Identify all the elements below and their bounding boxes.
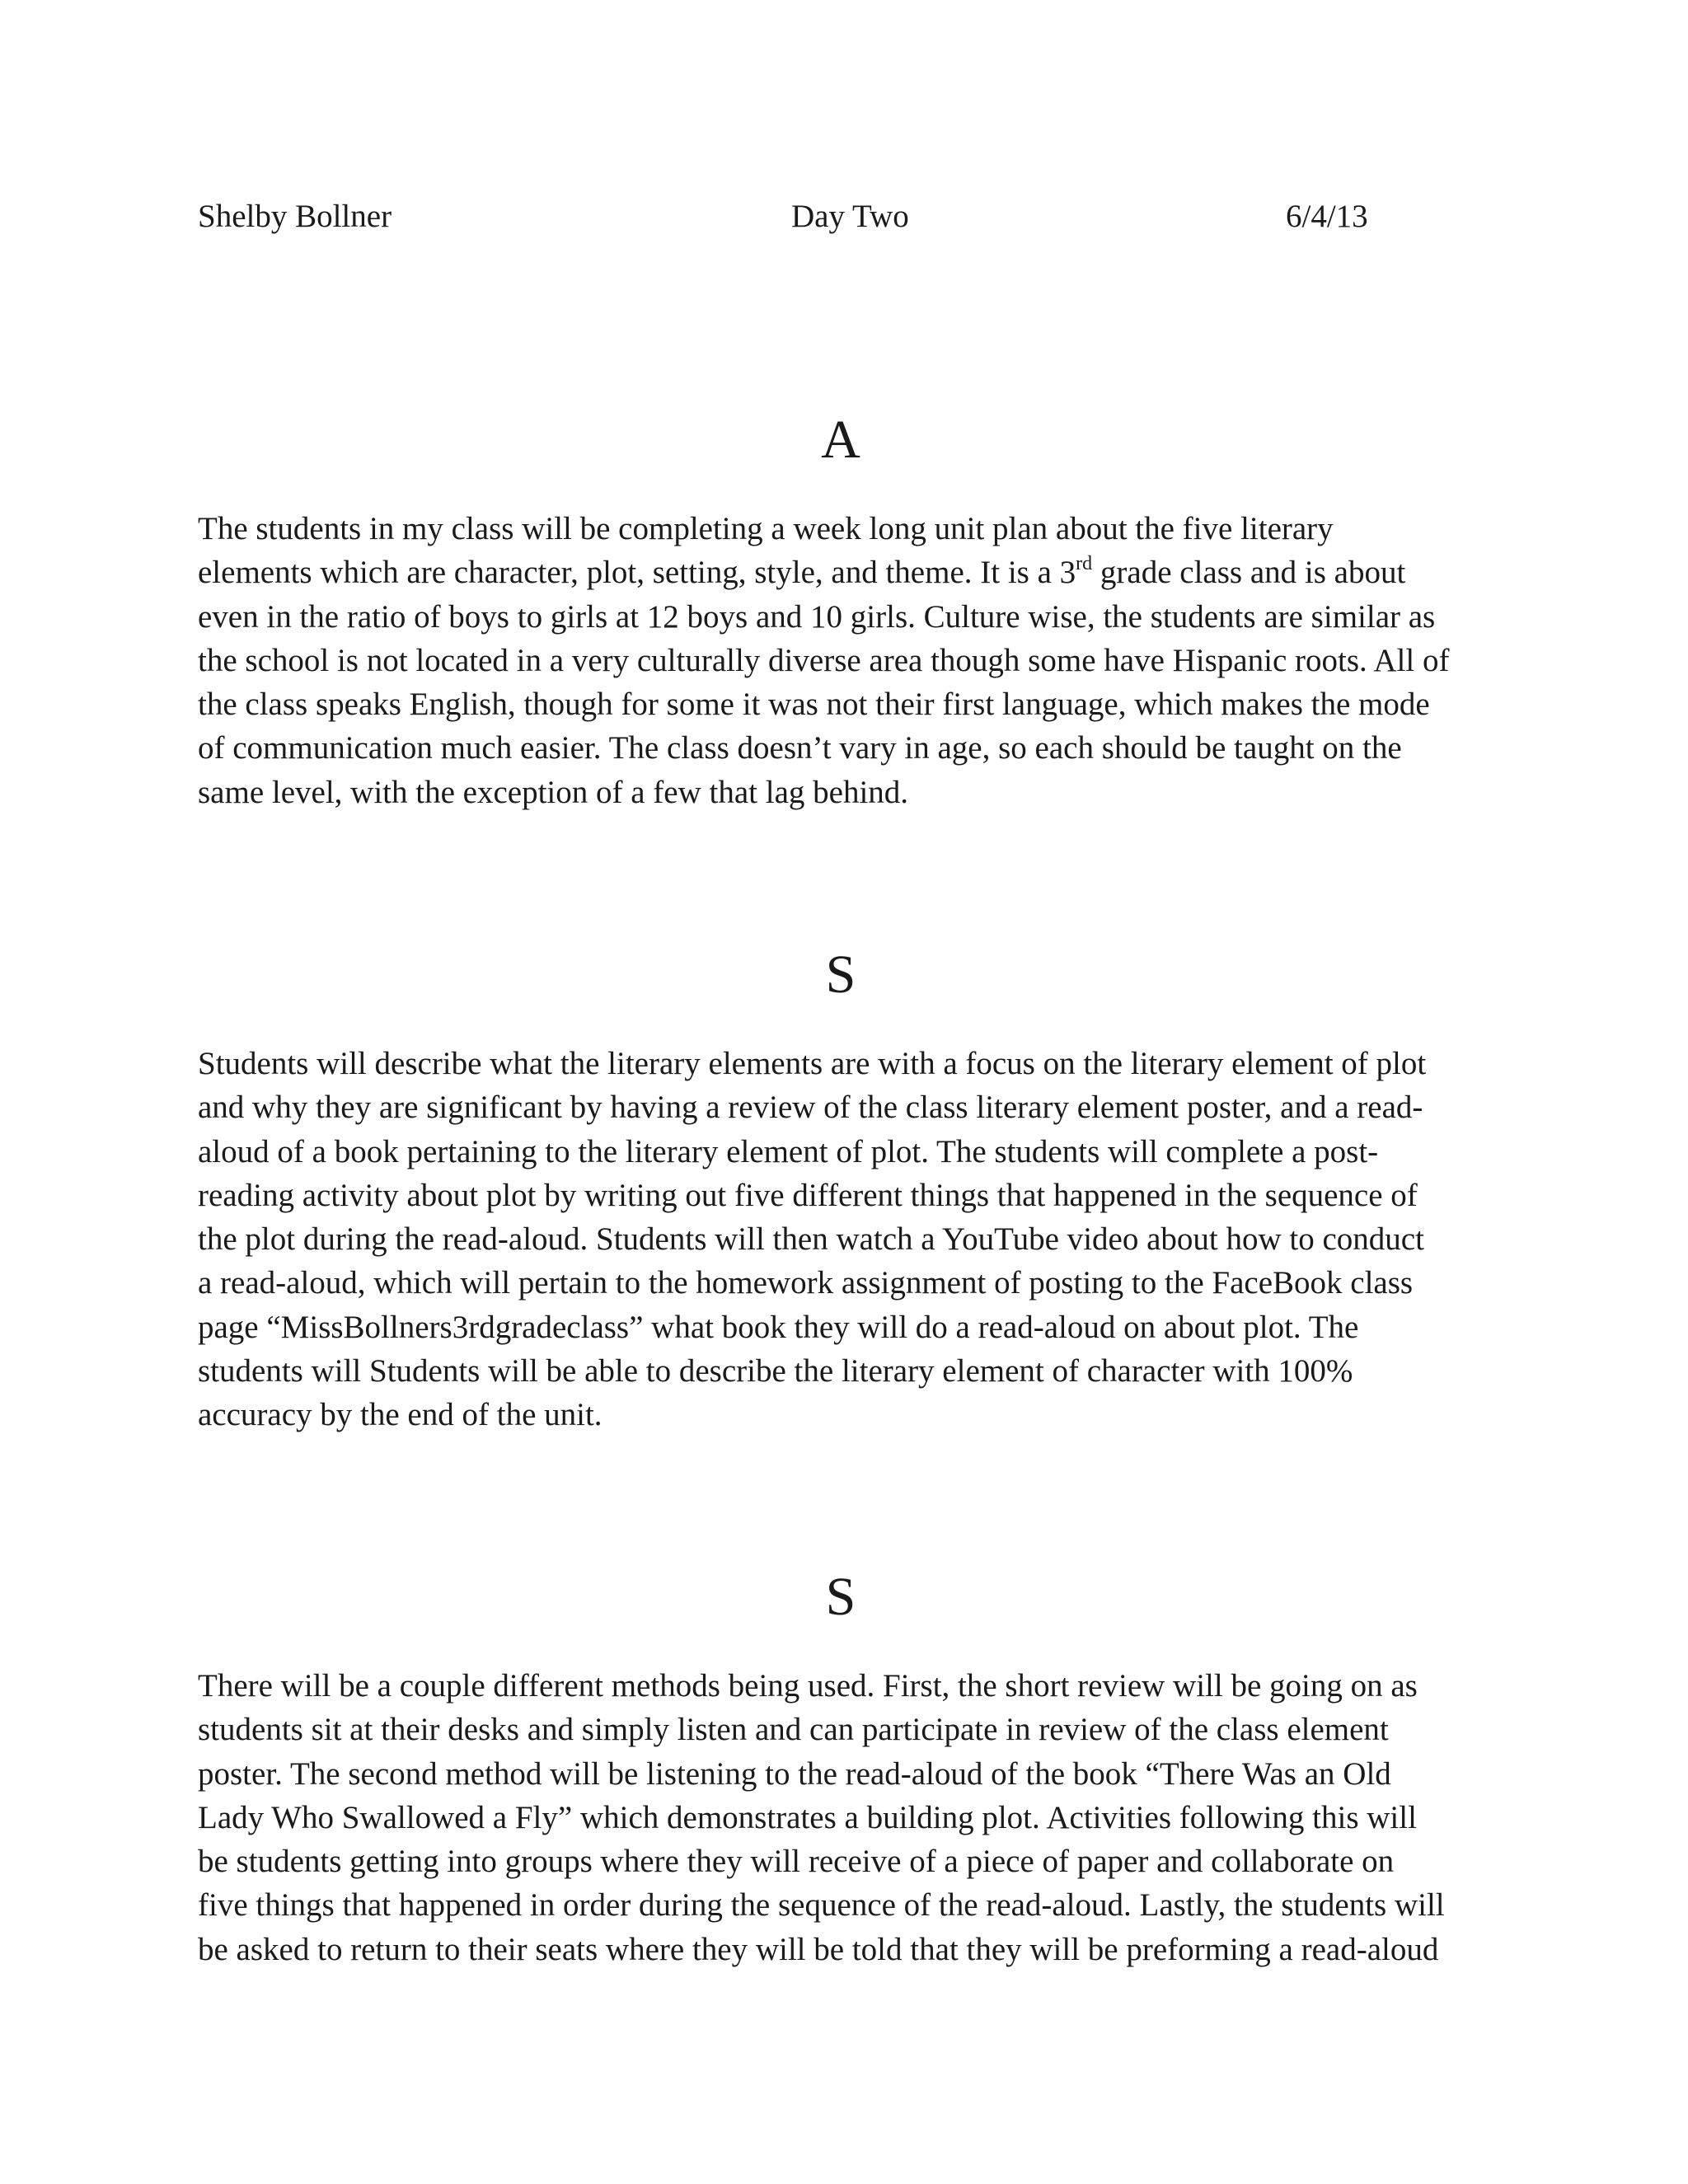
ordinal-superscript: rd [1076,553,1093,575]
paragraph-line: page “MissBollners3rdgradeclass” what book they will do a read-aloud on about plot. The [198,1309,1359,1345]
section-paragraph-s-methods [198,1664,1500,1971]
paragraph-line: same level, with the exception of a few that lag behind. [198,774,909,810]
paragraph-line: be students getting into groups where they will receive of a piece of paper and collaborate on [198,1844,1395,1880]
paragraph-line: even in the ratio of boys to girls at 12 boys and 10 girls. Culture wise, the students are similar as [198,598,1436,635]
paragraph-line: students will Students will be able to describe the literary element of character with 100% [198,1353,1353,1390]
paragraph-line: the school is not located in a very culturally diverse area though some have Hispanic roots. All of [198,642,1450,678]
paragraph-line: the plot during the read-aloud. Students will then watch a YouTube video about how to conduct [198,1221,1424,1258]
line-text: grade class and is about [1092,555,1406,591]
paragraph-line: a read-aloud, which will pertain to the homework assignment of posting to the FaceBook class [198,1265,1414,1301]
paragraph-line: of communication much easier. The class doesn’t vary in age, so each should be taught on the [198,730,1402,766]
section-heading-s-objectives: S [825,944,856,1005]
paragraph-line: poster. The second method will be listening to the read-aloud of the book “There Was an Old [198,1755,1391,1792]
paragraph-line: be asked to return to their seats where they will be told that they will be preforming a read-aloud [198,1931,1439,1967]
section-paragraph-s-objectives [198,1042,1500,1437]
paragraph-line: reading activity about plot by writing out five different things that happened in the sequence of [198,1177,1418,1213]
paragraph-line: and why they are significant by having a review of the class literary element poster, and a read- [198,1090,1423,1126]
section-paragraph-a [198,507,1500,814]
day-label: Day Two [791,199,909,234]
paragraph-line: Lady Who Swallowed a Fly” which demonstrates a building plot. Activities following this will [198,1799,1417,1835]
line-text: elements which are character, plot, setting, style, and theme. It is a 3 [198,555,1076,591]
section-heading-s-methods: S [825,1567,856,1627]
paragraph-line: accuracy by the end of the unit. [198,1397,603,1433]
paragraph-line: five things that happened in order during the sequence of the read-aloud. Lastly, the students will [198,1887,1445,1924]
paragraph-line: The students in my class will be completing a week long unit plan about the five literary [198,511,1334,546]
paragraph-line [198,551,1500,594]
paragraph-line: aloud of a book pertaining to the literary element of plot. The students will complete a post- [198,1133,1379,1169]
document-header [198,196,1401,237]
section-heading-a: A [821,410,860,470]
paragraph-line: the class speaks English, though for some it was not their first language, which makes the mode [198,687,1430,723]
paragraph-line: There will be a couple different methods being used. First, the short review will be going on as [198,1668,1418,1704]
document-date: 6/4/13 [1286,199,1368,234]
paragraph-line: Students will describe what the literary elements are with a focus on the literary element of plot [198,1046,1427,1081]
author-name: Shelby Bollner [198,199,392,234]
paragraph-line: students sit at their desks and simply listen and can participate in review of the class element [198,1712,1389,1748]
